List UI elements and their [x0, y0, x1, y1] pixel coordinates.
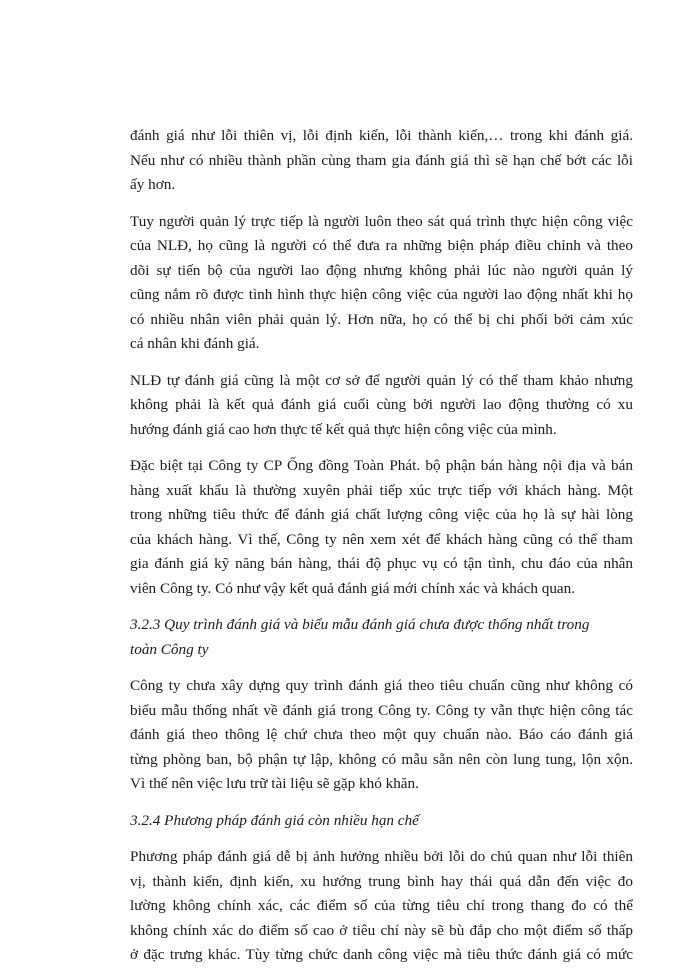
text-line: không phải là kết quả đánh giá cuối cùng bởi người lao động thường có xu: [130, 396, 633, 413]
paragraph-evaluation-errors: [130, 124, 633, 198]
text-line: trong những tiêu thức để đánh giá chất lượng công việc của họ là sự hài lòng: [130, 506, 633, 523]
paragraph-self-evaluation: [130, 369, 633, 443]
text-line: hướng đánh giá cao hơn thực tế kết quả thực hiện công việc của mình.: [130, 420, 557, 438]
text-line: không chính xác do điểm số cao ở tiêu chí này sẽ bù đắp cho một điểm số thấp: [130, 921, 633, 939]
paragraph-method-limitations: [130, 845, 633, 968]
text-line: Phương pháp đánh giá dễ bị ảnh hưởng nhiều bởi lỗi do chủ quan như lỗi thiên: [130, 848, 633, 865]
heading-line: 3.2.4 Phương pháp đánh giá còn nhiều hạn chế: [130, 811, 419, 829]
text-line: Đặc biệt tại Công ty CP Ống đồng Toàn Phát. bộ phận bán hàng nội địa và bán: [130, 457, 633, 474]
text-line: vị, thành kiến, định kiến, xu hướng trung bình hay thái quá dẫn đến việc đo: [130, 872, 633, 890]
text-line: của khách hàng. Vì thế, Công ty nên xem xét để khách hàng cũng có thể tham: [130, 530, 633, 548]
text-line: của NLĐ, họ cũng là người có thể đưa ra những biện pháp điều chỉnh và theo: [130, 237, 633, 254]
text-line: lường không chính xác, các điểm số của từng tiêu chí trong thang đo có thể: [130, 897, 633, 914]
text-line: cá nhân khi đánh giá.: [130, 335, 260, 352]
text-line: đánh giá như lỗi thiên vị, lỗi định kiến, lỗi thành kiến,… trong khi đánh giá.: [130, 127, 633, 144]
section-heading-3-2-4: [130, 809, 633, 834]
text-line: từng phòng ban, bộ phận tự lập, không có mẫu sẵn nên còn lung tung, lộn xộn.: [130, 750, 633, 768]
text-line: Nếu như có nhiều thành phần cùng tham gia đánh giá thì sẽ hạn chế bớt các lỗi: [130, 151, 633, 169]
text-line: cũng nắm rõ được tình hình thực hiện công việc của người lao động nhất khi họ: [130, 286, 633, 303]
text-line: hàng xuất khẩu là thường xuyên phải tiếp xúc trực tiếp với khách hàng. Một: [130, 481, 633, 499]
paragraph-customer-evaluation: [130, 454, 633, 601]
heading-line: 3.2.3 Quy trình đánh giá và biểu mẫu đánh giá chưa được thống nhất trong: [130, 616, 590, 633]
paragraph-no-standard-process: [130, 674, 633, 797]
text-line: ở đặc trưng khác. Tùy từng chức danh công việc mà tiêu thức đánh giá có mức: [130, 946, 633, 963]
document-page: [130, 124, 633, 980]
text-line: Tuy người quản lý trực tiếp là người luôn theo sát quá trình thực hiện công việc: [130, 212, 633, 230]
heading-line: toàn Công ty: [130, 640, 209, 658]
paragraph-direct-manager: [130, 210, 633, 357]
text-line: Công ty chưa xây dựng quy trình đánh giá theo tiêu chuẩn cũng như không có: [130, 677, 633, 694]
text-line: ấy hơn.: [130, 176, 176, 193]
text-line: gia đánh giá kỹ năng bán hàng, thái độ phục vụ có tận tình, chu đáo của nhân: [130, 555, 633, 572]
section-heading-3-2-3: [130, 613, 633, 662]
text-line: có nhiều nhân viên phải quản lý. Hơn nữa, họ có thể bị chi phối bởi cảm xúc: [130, 310, 633, 328]
text-line: viên Công ty. Có như vậy kết quả đánh giá mới chính xác và khách quan.: [130, 579, 576, 597]
text-line: biểu mẫu thống nhất về đánh giá trong Công ty. Công ty vẫn thực hiện công tác: [130, 701, 633, 719]
text-line: đánh giá theo thông lệ chứ chưa theo một quy chuẩn nào. Báo cáo đánh giá: [130, 726, 633, 743]
text-line: dõi sự tiến bộ của người lao động nhưng không phải lúc nào người quản lý: [130, 261, 633, 279]
text-line: NLĐ tự đánh giá cũng là một cơ sở để người quản lý có thể tham khảo nhưng: [130, 371, 633, 389]
text-line: Vì thế nên việc lưu trữ tài liệu sẽ gặp khó khăn.: [130, 775, 419, 792]
